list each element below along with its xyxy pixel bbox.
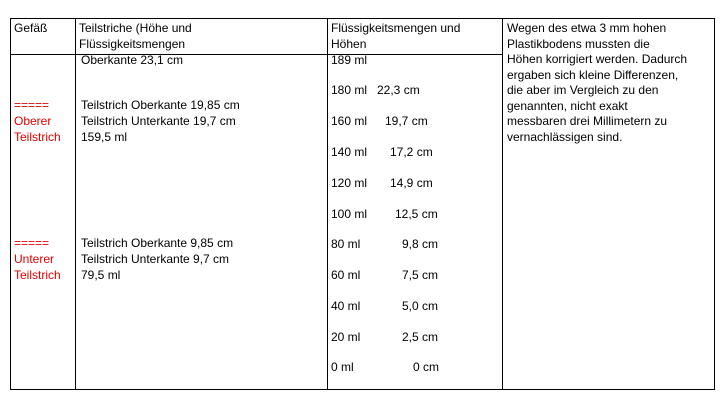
table-border-top (10, 18, 715, 19)
correction-note-line: Höhen korrigiert werden. Dadurch (507, 52, 688, 66)
height-100: 12,5 cm (395, 207, 438, 221)
header-quantities-line2: Höhen (331, 36, 367, 51)
volume-0: 0 ml (331, 360, 354, 374)
height-120: 14,9 cm (390, 176, 433, 190)
table-border-right (714, 18, 715, 390)
height-180: 22,3 cm (377, 83, 420, 97)
correction-note-line: genannten, nicht exakt (507, 98, 628, 113)
upper-mark-volume: 159,5 ml (81, 129, 128, 144)
volume-120: 120 ml (331, 176, 368, 190)
upper-mark-label-2: Teilstrich (14, 129, 61, 144)
height-60: 7,5 cm (402, 268, 439, 282)
height-80: 9,8 cm (402, 237, 439, 251)
column-divider-3 (502, 18, 503, 390)
header-marks-line2: Flüssigkeitsmengen (79, 36, 186, 51)
volume-100: 100 ml (331, 207, 368, 221)
correction-note-line: ergaben sich kleine Differenzen, (507, 67, 679, 82)
lower-mark-indicator: ===== (14, 236, 50, 250)
volume-160: 160 ml (331, 114, 368, 128)
correction-note-line: vernachlässigen sind. (507, 129, 623, 144)
correction-note (507, 21, 713, 145)
volume-180: 180 ml (331, 83, 368, 97)
volume-60: 60 ml (331, 268, 361, 282)
volume-189: 189 ml (331, 53, 368, 67)
height-40: 5,0 cm (402, 299, 439, 313)
lower-mark-volume: 79,5 ml (81, 267, 121, 282)
column-divider-1 (75, 18, 76, 390)
upper-mark-indicator: ===== (14, 98, 50, 112)
lower-mark-label-1: Unterer (14, 252, 55, 266)
correction-note-line: Wegen des etwa 3 mm hohen (507, 21, 667, 35)
upper-mark-bottom-edge: Teilstrich Unterkante 19,7 cm (81, 114, 236, 128)
lower-mark-top-edge: Teilstrich Oberkante 9,85 cm (81, 236, 234, 250)
lower-mark-bottom-edge: Teilstrich Unterkante 9,7 cm (81, 252, 230, 266)
correction-note-line: Plastikbodens mussten die (507, 36, 650, 51)
table-border-bottom (10, 389, 715, 390)
header-vessel: Gefäß (14, 21, 48, 35)
upper-mark-top-edge: Teilstrich Oberkante 19,85 cm (81, 98, 240, 112)
correction-note-line: die aber im Vergleich zu den (507, 83, 659, 97)
volume-20: 20 ml (331, 330, 361, 344)
header-quantities-line1: Flüssigkeitsmengen und (331, 21, 461, 35)
header-marks-line1: Teilstriche (Höhe und (79, 21, 192, 35)
correction-note-line: messbaren drei Millimetern zu (507, 114, 668, 128)
measurement-table (10, 18, 715, 390)
top-edge-height: Oberkante 23,1 cm (81, 53, 184, 67)
height-0: 0 cm (413, 360, 440, 374)
height-20: 2,5 cm (402, 330, 439, 344)
height-160: 19,7 cm (385, 114, 428, 128)
height-140: 17,2 cm (390, 145, 433, 159)
volume-140: 140 ml (331, 145, 368, 159)
volume-80: 80 ml (331, 237, 361, 251)
upper-mark-label-1: Oberer (14, 114, 52, 128)
lower-mark-label-2: Teilstrich (14, 267, 61, 282)
volume-40: 40 ml (331, 299, 361, 313)
column-divider-2 (327, 18, 328, 390)
table-border-left (10, 18, 11, 390)
